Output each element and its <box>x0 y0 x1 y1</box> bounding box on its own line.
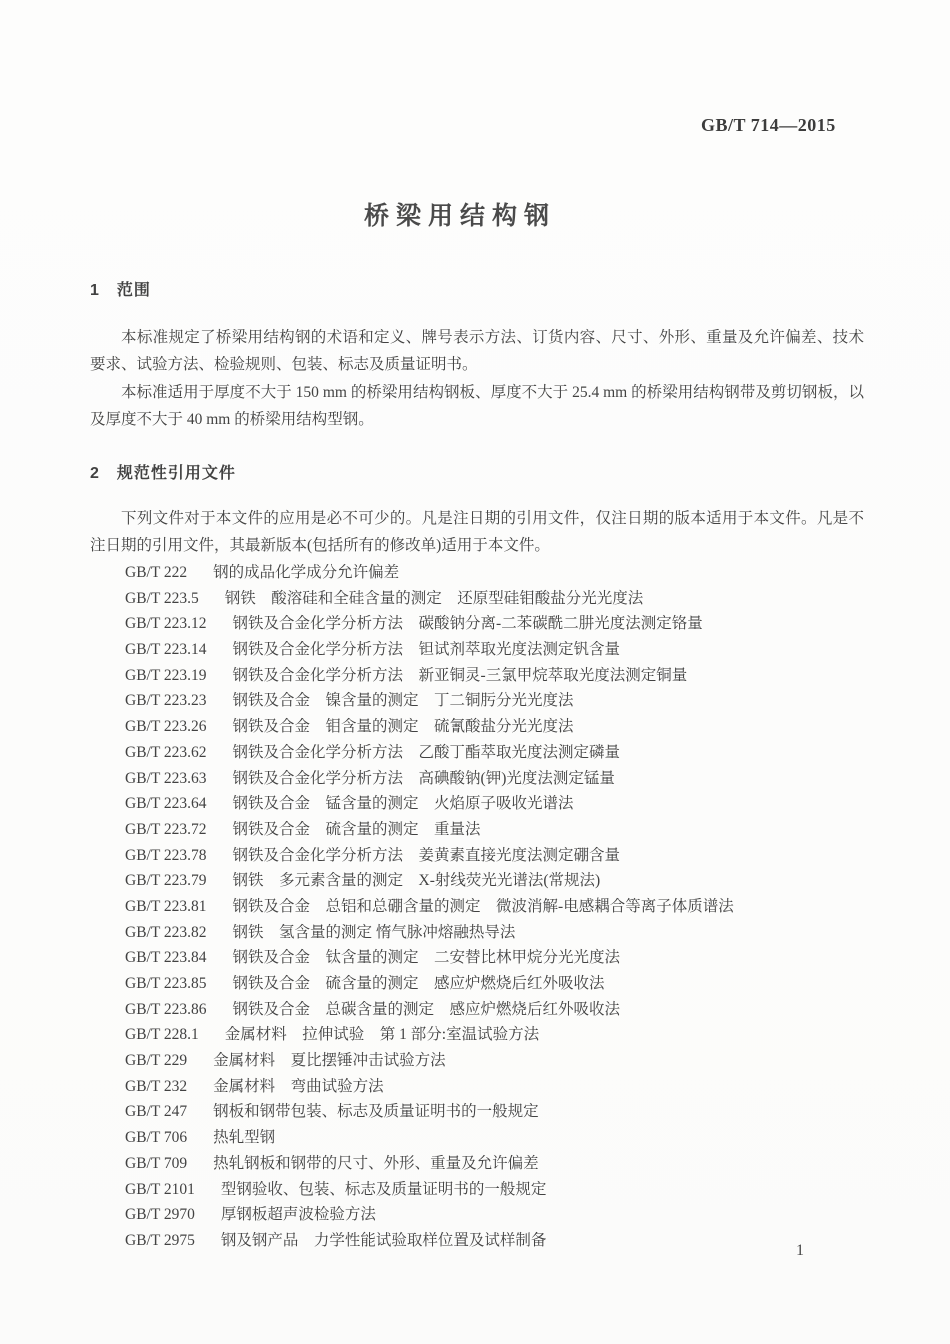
reference-title: 钢及钢产品 力学性能试验取样位置及试样制备 <box>220 1231 547 1249</box>
reference-title: 钢铁及合金 钛含量的测定 二安替比林甲烷分光光度法 <box>232 949 621 967</box>
reference-code: GB/T 223.82 <box>125 923 207 941</box>
references-list <box>125 560 865 1254</box>
section-1-heading: 1 范围 <box>90 282 151 299</box>
reference-item <box>125 1125 865 1151</box>
section-2-intro <box>90 505 864 560</box>
document-title: 桥梁用结构钢 <box>363 202 556 230</box>
reference-title: 钢铁 酸溶硅和全硅含量的测定 还原型硅钼酸盐分光光度法 <box>224 589 644 607</box>
section-1-body <box>90 324 864 434</box>
reference-title: 钢铁及合金 锰含量的测定 火焰原子吸收光谱法 <box>232 795 574 813</box>
reference-item <box>125 1177 865 1203</box>
reference-code: GB/T 247 <box>125 1103 188 1121</box>
reference-item <box>125 637 865 663</box>
reference-item <box>125 997 865 1023</box>
reference-item <box>125 766 865 792</box>
reference-title: 型钢验收、包装、标志及质量证明书的一般规定 <box>220 1180 547 1198</box>
reference-item <box>125 1048 865 1074</box>
reference-title: 钢铁及合金 总铝和总硼含量的测定 微波消解-电感耦合等离子体质谱法 <box>232 897 734 915</box>
reference-title: 金属材料 拉伸试验 第 1 部分:室温试验方法 <box>224 1026 540 1044</box>
reference-item <box>125 971 865 997</box>
reference-code: GB/T 223.81 <box>125 897 207 915</box>
reference-code: GB/T 223.64 <box>125 795 207 813</box>
reference-code: GB/T 223.86 <box>125 1000 207 1018</box>
reference-item <box>125 894 865 920</box>
reference-item <box>125 714 865 740</box>
reference-item <box>125 920 865 946</box>
reference-code: GB/T 229 <box>125 1052 188 1070</box>
reference-title: 金属材料 夏比摆锤冲击试验方法 <box>213 1052 446 1070</box>
reference-code: GB/T 223.14 <box>125 641 207 659</box>
reference-code: GB/T 2975 <box>125 1231 195 1249</box>
scope-paragraph-2: 本标准适用于厚度不大于 150 mm 的桥梁用结构钢板、厚度不大于 25.4 mm 的桥梁用结构钢带及剪切钢板，以及厚度不大于 40 mm 的桥梁用结构型钢。 <box>90 383 864 429</box>
reference-code: GB/T 232 <box>125 1077 188 1095</box>
reference-code: GB/T 223.19 <box>125 666 207 684</box>
scope-paragraph-1: 本标准规定了桥梁用结构钢的术语和定义、牌号表示方法、订货内容、尺寸、外形、重量及允许偏差、技术要求、试验方法、检验规则、包装、标志及质量证明书。 <box>90 329 864 374</box>
standard-code-header: GB/T 714—2015 <box>701 115 836 135</box>
reference-item <box>125 560 865 586</box>
reference-title: 钢板和钢带包装、标志及质量证明书的一般规定 <box>213 1103 539 1121</box>
reference-code: GB/T 222 <box>125 564 188 581</box>
reference-item <box>125 1228 865 1254</box>
reference-title: 钢铁及合金 硫含量的测定 重量法 <box>232 820 481 838</box>
reference-code: GB/T 223.5 <box>125 589 199 607</box>
reference-code: GB/T 709 <box>125 1154 188 1172</box>
reference-item <box>125 868 865 894</box>
reference-title: 钢铁及合金 钼含量的测定 硫氰酸盐分光光度法 <box>232 718 574 736</box>
reference-code: GB/T 223.62 <box>125 743 207 761</box>
reference-code: GB/T 223.26 <box>125 718 207 736</box>
reference-title: 钢铁及合金化学分析方法 钽试剂萃取光度法测定钒含量 <box>232 641 621 659</box>
reference-item <box>125 688 865 714</box>
reference-item <box>125 843 865 869</box>
reference-title: 钢铁 氢含量的测定 惰气脉冲熔融热导法 <box>232 923 516 941</box>
reference-title: 钢铁及合金 硫含量的测定 感应炉燃烧后红外吸收法 <box>232 975 605 992</box>
section-2-heading: 2 规范性引用文件 <box>90 465 236 482</box>
reference-title: 钢铁 多元素含量的测定 X-射线荧光光谱法(常规法) <box>232 872 601 890</box>
reference-item <box>125 1151 865 1177</box>
reference-title: 钢的成品化学成分允许偏差 <box>213 564 400 581</box>
reference-code: GB/T 223.63 <box>125 769 207 787</box>
reference-code: GB/T 2970 <box>125 1206 195 1224</box>
reference-title: 钢铁及合金化学分析方法 姜黄素直接光度法测定硼含量 <box>232 846 621 864</box>
reference-code: GB/T 2101 <box>125 1180 195 1198</box>
reference-code: GB/T 223.79 <box>125 872 207 890</box>
reference-title: 金属材料 弯曲试验方法 <box>213 1077 384 1095</box>
reference-item <box>125 611 865 637</box>
reference-item <box>125 586 865 612</box>
reference-item <box>125 1202 865 1228</box>
reference-code: GB/T 228.1 <box>125 1026 199 1044</box>
reference-item <box>125 791 865 817</box>
reference-item <box>125 817 865 843</box>
reference-item <box>125 945 865 971</box>
reference-title: 钢铁及合金化学分析方法 新亚铜灵-三氯甲烷萃取光度法测定铜量 <box>232 666 688 684</box>
normative-references-intro: 下列文件对于本文件的应用是必不可少的。凡是注日期的引用文件，仅注日期的版本适用于本文件。凡是不注日期的引用文件，其最新版本(包括所有的修改单)适用于本文件。 <box>90 510 864 555</box>
reference-item <box>125 1099 865 1125</box>
reference-code: GB/T 223.85 <box>125 975 207 992</box>
reference-title: 钢铁及合金 镍含量的测定 丁二铜肟分光光度法 <box>232 692 574 710</box>
reference-item <box>125 1074 865 1100</box>
reference-code: GB/T 223.84 <box>125 949 207 967</box>
reference-code: GB/T 223.12 <box>125 615 207 633</box>
reference-title: 钢铁及合金化学分析方法 高碘酸钠(钾)光度法测定锰量 <box>232 769 615 787</box>
reference-item <box>125 1022 865 1048</box>
reference-title: 热轧钢板和钢带的尺寸、外形、重量及允许偏差 <box>213 1154 539 1172</box>
reference-title: 钢铁及合金化学分析方法 乙酸丁酯萃取光度法测定磷量 <box>232 743 621 761</box>
reference-title: 钢铁及合金化学分析方法 碳酸钠分离-二苯碳酰二肼光度法测定铬量 <box>232 615 703 633</box>
reference-title: 热轧型钢 <box>213 1129 276 1147</box>
reference-title: 厚钢板超声波检验方法 <box>220 1206 376 1224</box>
reference-code: GB/T 706 <box>125 1129 188 1147</box>
reference-item <box>125 663 865 689</box>
reference-code: GB/T 223.23 <box>125 692 207 710</box>
reference-code: GB/T 223.78 <box>125 846 207 864</box>
reference-code: GB/T 223.72 <box>125 820 207 838</box>
reference-title: 钢铁及合金 总碳含量的测定 感应炉燃烧后红外吸收法 <box>232 1000 621 1018</box>
reference-item <box>125 740 865 766</box>
page-number: 1 <box>796 1242 804 1259</box>
